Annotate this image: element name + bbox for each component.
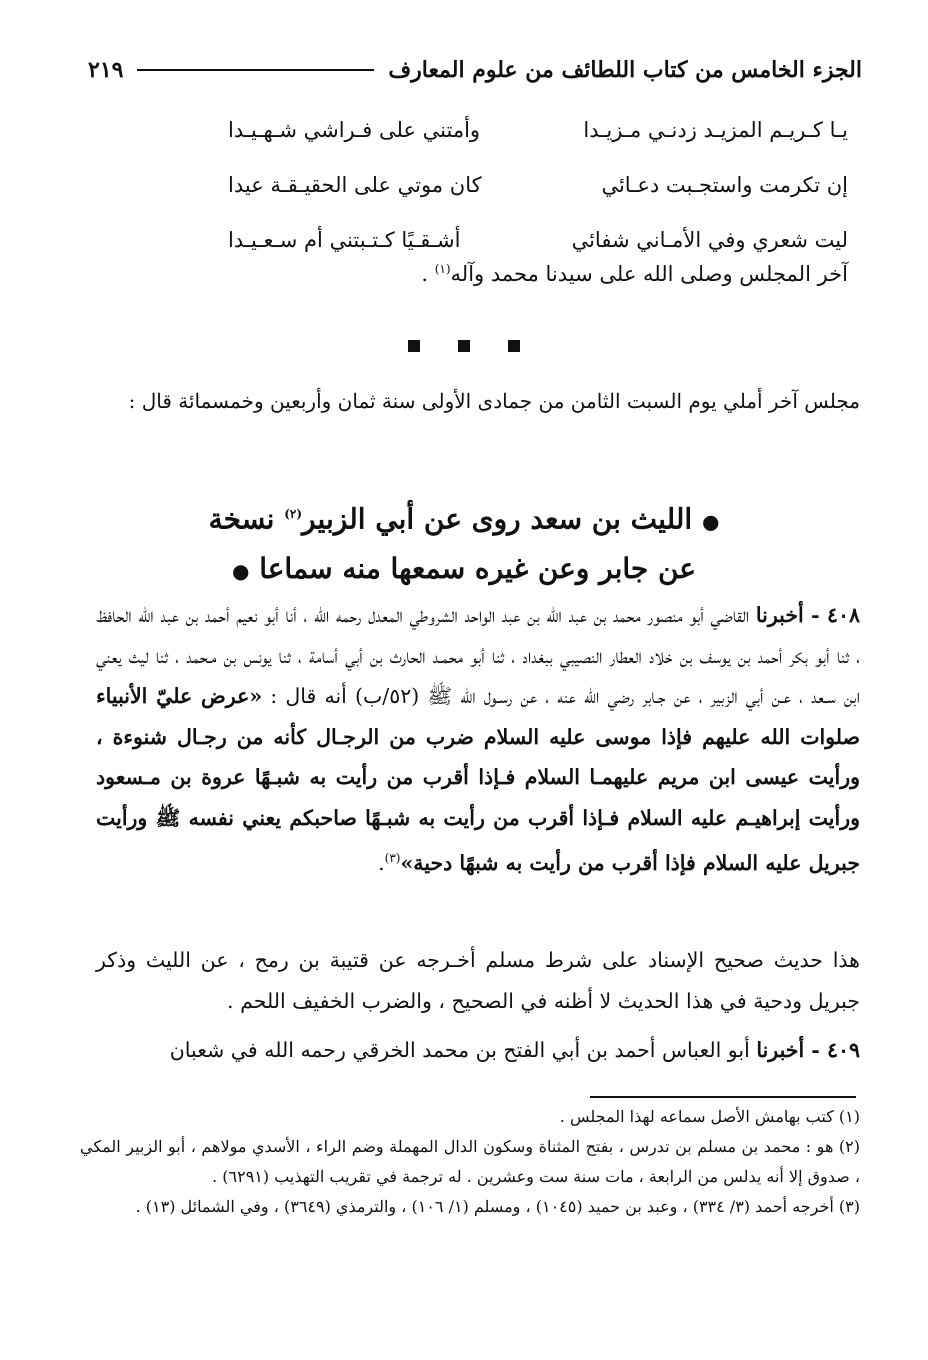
running-header [88,50,862,90]
header-rule [137,69,374,71]
hadith-408-paragraph [96,595,860,883]
separator-square [508,340,520,352]
hadith-408-chain: القاضي أبو منصور محمد بن عبد الله بن عبد الواحد الشروطي المعدل رحمه الله ، أنا أبو نعيم أحمد بن عبد الله الحافظ ، ثنا أبو بكر أحمد بن يوسف بن خلاد العطار النصيبي ببغداد ، ثنا أبو محمـد الحارث بن أبي أسامة ، ثنا يونس بن مـحمد ، ثنا ليث يعني ابن سـعد ، عـن أبي الزبير ، عن جـابر رضي الله عنه ، عن رسـول الله ﷺ (٥٢/ب) أنه قال : [96,603,861,708]
heading-bullet: ● [231,559,250,584]
separator-square [458,340,470,352]
separator-square [408,340,420,352]
hadith-408-number: ٤٠٨ - [803,603,860,627]
header-title: الجزء الخامس من كتاب اللطائف من علوم المعارف [388,57,862,83]
closing-end: . [421,262,435,286]
footnote-3: (٣) أخرجه أحمد (٣/ ٣٣٤) ، وعبد بن حميد (١٠٤٥) ، ومسلم (١/ ١٠٦) ، والترمذي (٣٦٤٩) ، وفي الشمائل (١٣) . [135,1197,860,1216]
footnote-rule [590,1096,856,1098]
poem [228,102,848,267]
hadith-408-commentary: هذا حديث صحيح الإسناد على شرط مسلم أخـرجه عن قتيبة بن رمح ، عن الليث وذكر جبريل ودحية في هذا الحديث لا أظنه في الصحيح ، والضرب الخفيف اللحم . [96,948,860,1013]
verse-1-first-hemistich: يـا كـريـم المزيـد زدنـي مـزيـدا [583,117,848,142]
section-separator [0,340,928,352]
majlis-closing [100,262,848,286]
verse-3-second-hemistich: أشـقـيًا كـتـبتني أم سـعـيـدا [228,227,461,252]
verse-2-second-hemistich: كان موتي على الحقيـقـة عيدا [228,172,482,197]
footnote-1: (١) كتب بهامش الأصل سماعه لهذا المجلس . [559,1107,860,1126]
hadith-409-text: أبو العباس أحمد بن أبي الفتح بن محمد الخرقي رحمه الله في شعبان [169,1038,757,1062]
hadith-409 [96,1030,860,1071]
footnote-ref-3: (٣) [384,851,401,865]
page-number: ٢١٩ [88,57,124,83]
verse-1-second-hemistich: وأمتني على فـراشي شـهـيـدا [228,117,481,142]
heading-bullet: ● [701,509,720,534]
verse-2 [228,157,848,212]
heading-line-1-end: نسخة [208,502,285,536]
heading-line-1-text: الليث بن سعد روى عن أبي الزبير [302,502,693,536]
footnote-ref-2: (٢) [284,507,303,521]
hadith-409-intro: أخبرنا [756,1038,805,1062]
hadith-408 [96,595,860,883]
verse-3-first-hemistich: ليت شعري وفي الأمـاني شفائي [571,227,848,252]
verse-3 [228,212,848,267]
hadith-408-intro: أخبرنا [755,603,804,627]
heading-line-2 [0,545,928,595]
verse-1 [228,102,848,157]
closing-text: آخر المجلس وصلى الله على سيدنا محمد وآله [450,262,848,286]
footnotes [80,1102,860,1222]
verse-2-first-hemistich: إن تكرمت واستجـبت دعـائي [601,172,848,197]
footnote-ref-1: (١) [434,262,451,276]
heading-line-2-text: عن جابر وعن غيره سمعها منه سماعا [259,552,697,586]
hadith-409-number: ٤٠٩ - [804,1038,860,1062]
majlis-intro: مجلس آخر أملي يوم السبت الثامن من جمادى الأولى سنة ثمان وأربعين وخمسمائة قال : [128,389,860,413]
chapter-heading [0,490,928,595]
hadith-408-end: . [378,850,385,875]
hadith-408-matn: «عرض عليّ الأنبياء صلوات الله عليهم فإذا موسى عليه السلام ضرب من الرجـال كأنه من رجـال شنوءة ، ورأيت عيسى ابن مريم عليهمـا السلام فـإذا أقرب من رأيت به شبـهًا عروة بن مـسعود ورأيت إبراهيـم عليه السلام فـإذا أقرب من رأيت به شبـهًا صاحبكم يعني نفسه ﷺ ورأيت جبريل عليه السلام فإذا أقرب من رأيت به شبهًا دحية» [96,684,860,875]
footnote-2: (٢) هو : محمد بن مسلم بن تدرس ، بفتح المثناة وسكون الدال المهملة وضم الراء ، الأسدي مولاهم ، أبو الزبير المكي ، صدوق إلا أنه يدلس من الرابعة ، مات سنة ست وعشرين . له ترجمة في تقريب التهذيب (٦٢٩١) . [80,1137,860,1186]
heading-line-1 [0,490,928,545]
